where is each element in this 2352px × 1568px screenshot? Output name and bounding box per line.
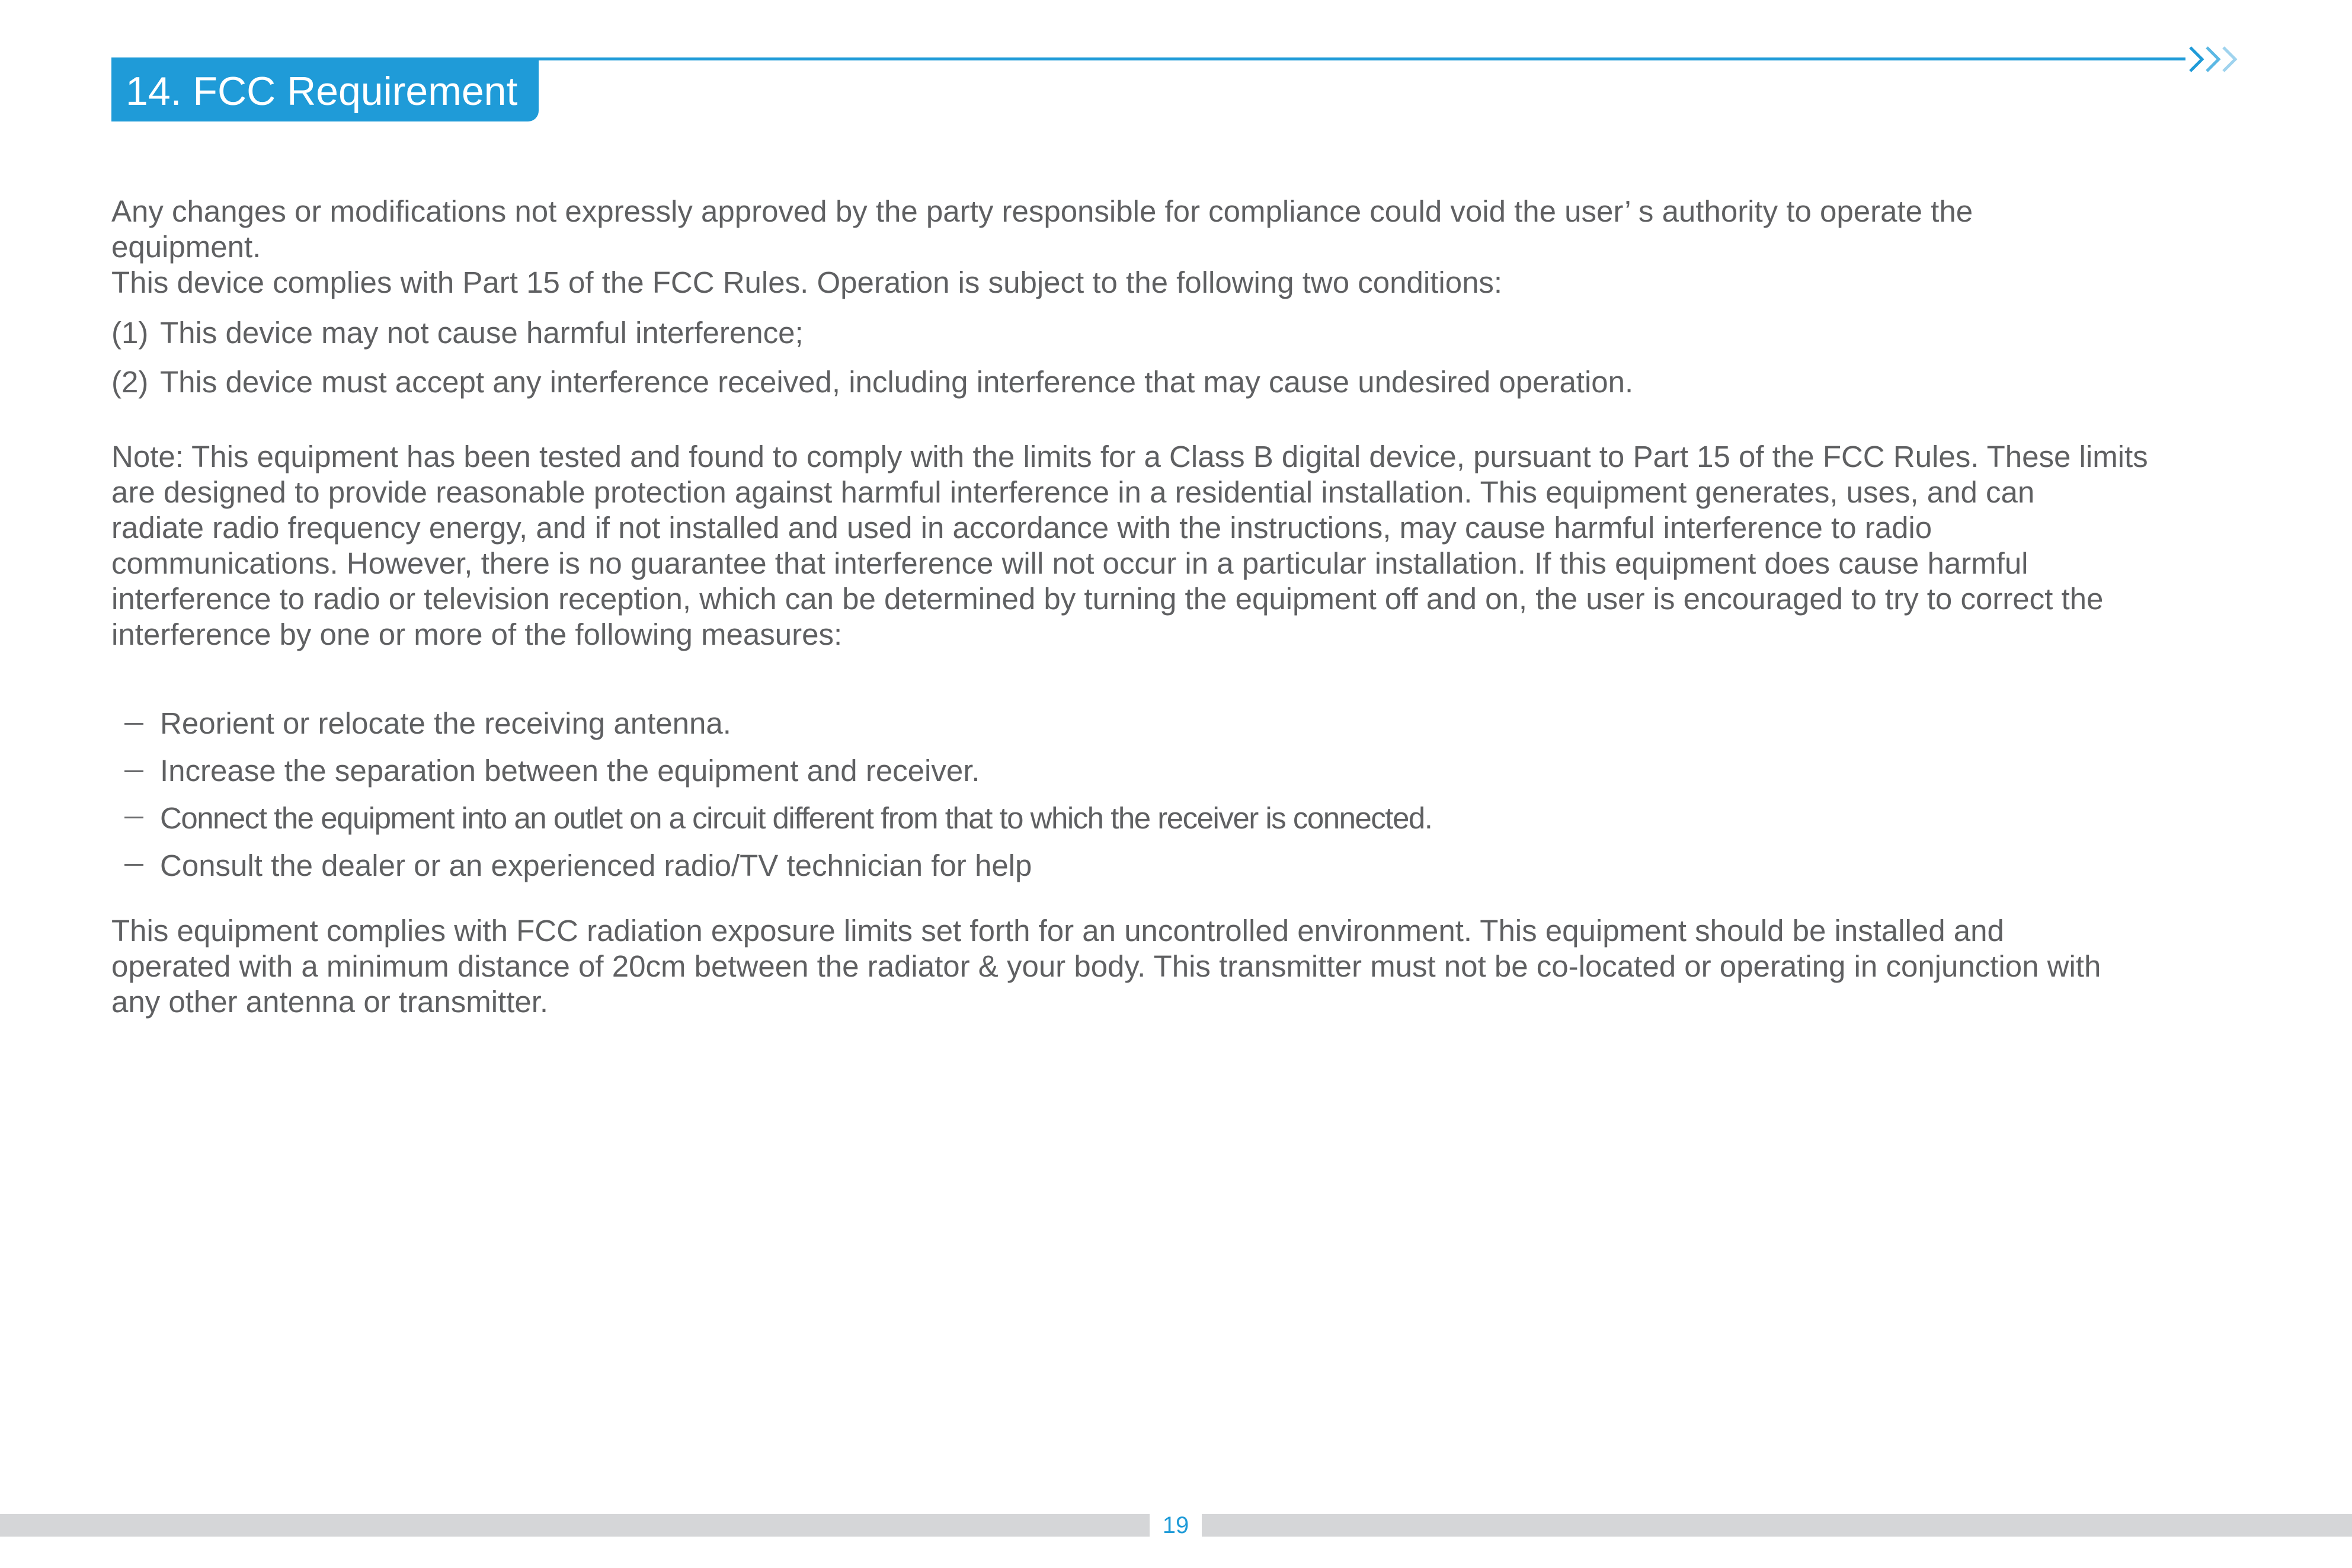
condition-marker: (2)	[111, 365, 149, 399]
dash-icon	[124, 723, 143, 725]
measure-text: Consult the dealer or an experienced radio/TV technician for help	[160, 849, 1032, 882]
condition-text: This device may not cause harmful interference;	[160, 316, 804, 350]
footer-bar-right	[1202, 1514, 2352, 1537]
exposure-line: any other antenna or transmitter.	[111, 985, 549, 1019]
chevrons-right-icon	[2185, 44, 2245, 75]
note-line: interference to radio or television reception, which can be determined by turning the equipment off and on, the user is encouraged to try to correct the	[111, 582, 2104, 616]
measure-text: Connect the equipment into an outlet on a circuit different from that to which the receiver is connected.	[160, 801, 1432, 835]
measure-text: Increase the separation between the equipment and receiver.	[160, 754, 980, 788]
exposure-line: operated with a minimum distance of 20cm between the radiator & your body. This transmitter must not be co-located or operating in conjunction with	[111, 949, 2101, 983]
intro-line: equipment.	[111, 230, 261, 264]
condition-text: This device must accept any interference received, including interference that may cause undesired operation.	[160, 365, 1634, 399]
condition-marker: (1)	[111, 316, 149, 350]
footer-bar-left	[0, 1514, 1150, 1537]
dash-icon	[124, 817, 143, 818]
exposure-line: This equipment complies with FCC radiation exposure limits set forth for an uncontrolled environment. This equipment should be installed and	[111, 914, 2004, 948]
note-line: interference by one or more of the following measures:	[111, 617, 843, 651]
page-number: 19	[1162, 1512, 1189, 1538]
note-line: are designed to provide reasonable protection against harmful interference in a residential installation. This equipment generates, uses, and can	[111, 475, 2035, 509]
section-title: 14. FCC Requirement	[126, 68, 518, 114]
note-line: communications. However, there is no guarantee that interference will not occur in a particular installation. If this equipment does cause harmful	[111, 546, 2028, 580]
condition-item	[111, 315, 804, 351]
measure-text: Reorient or relocate the receiving antenna.	[160, 706, 731, 740]
condition-item	[111, 364, 1633, 400]
note-line: Note: This equipment has been tested and found to comply with the limits for a Class B digital device, pursuant to Part 15 of the FCC Rules. These limits	[111, 440, 2148, 473]
intro-line: Any changes or modifications not expressly approved by the party responsible for compliance could void the user’ s authority to operate the	[111, 194, 1973, 228]
dash-icon	[124, 770, 143, 772]
section-title-tab	[111, 60, 539, 121]
note-line: radiate radio frequency energy, and if not installed and used in accordance with the instructions, may cause harmful interference to radio	[111, 511, 1932, 545]
intro-line: This device complies with Part 15 of the FCC Rules. Operation is subject to the following two conditions:	[111, 265, 1503, 299]
dash-icon	[124, 864, 143, 866]
